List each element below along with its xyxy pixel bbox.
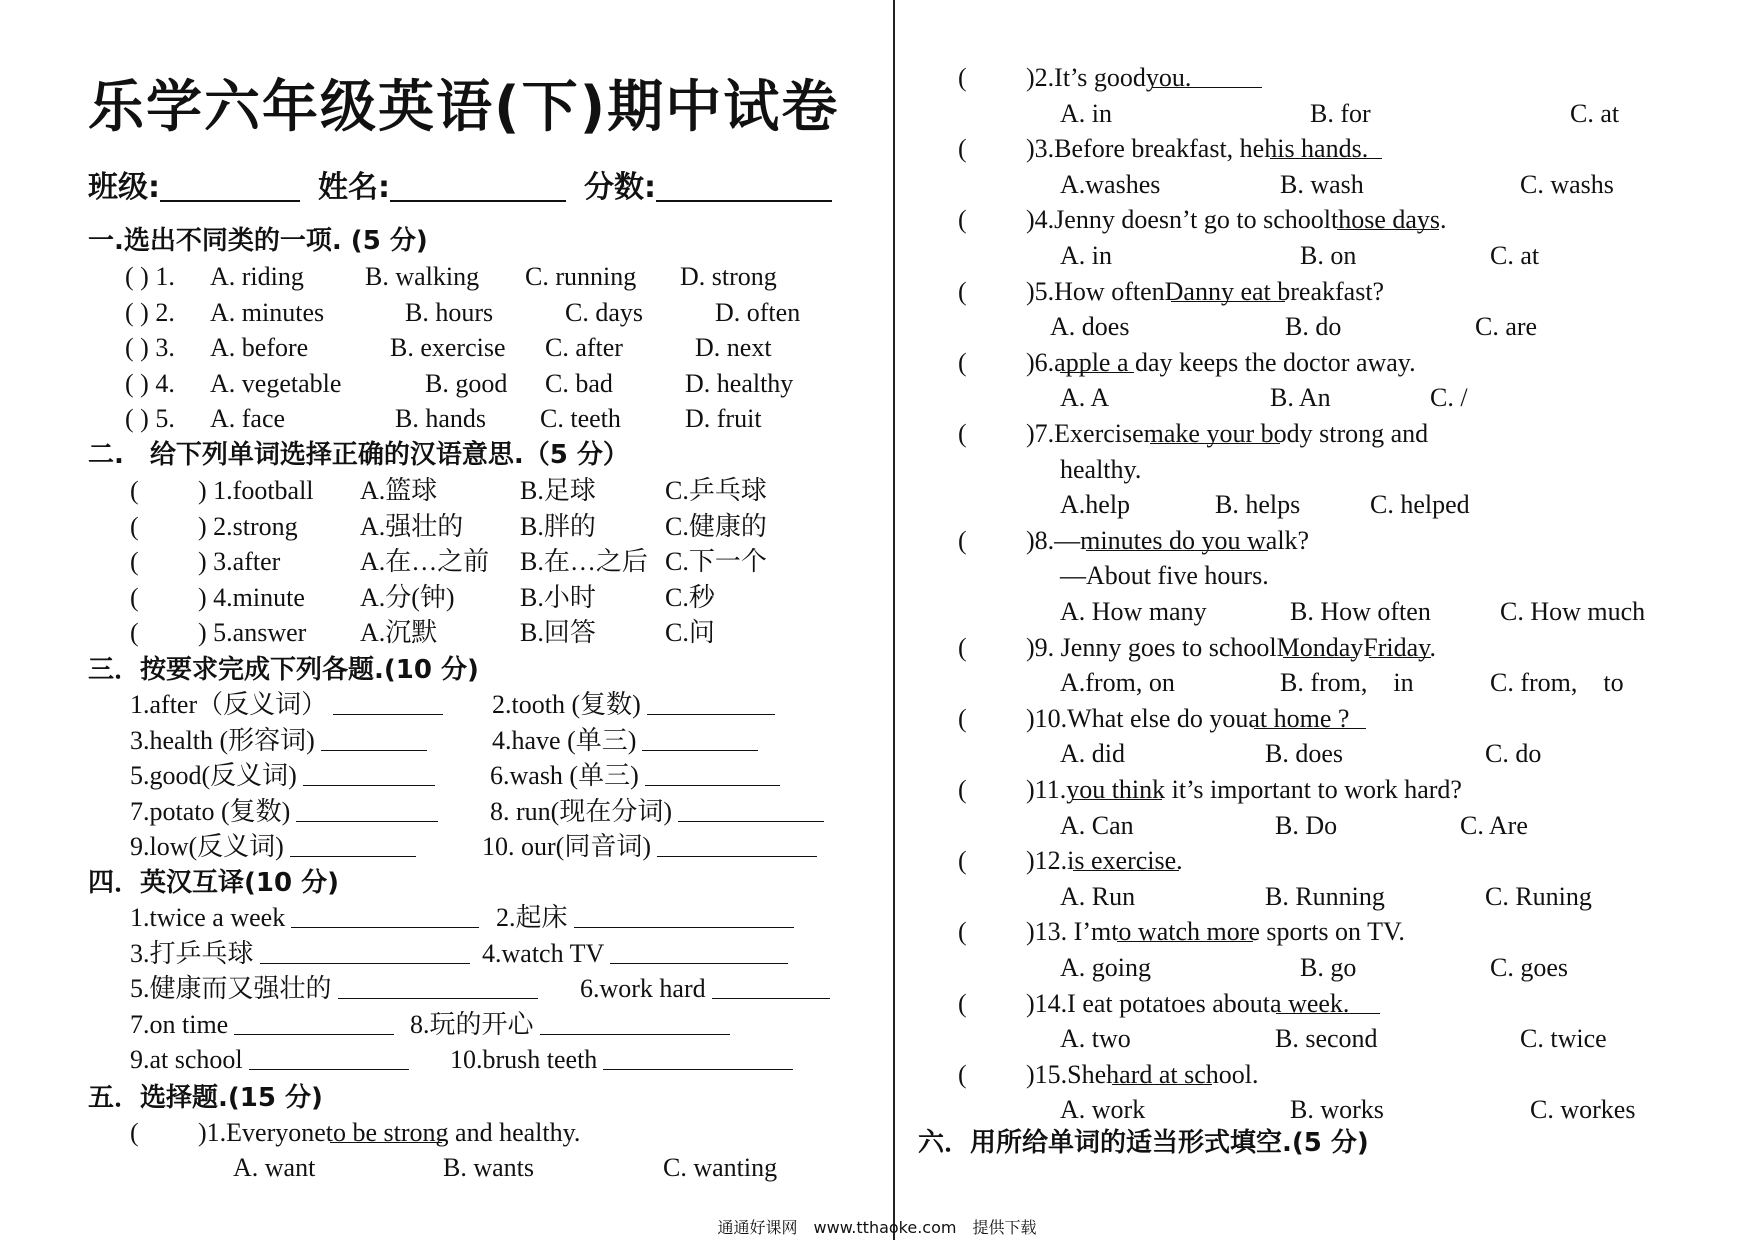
question-5-options bbox=[0, 312, 1740, 342]
question-stem bbox=[1026, 917, 1405, 947]
question-4 bbox=[958, 205, 1738, 235]
question-stem bbox=[1026, 1060, 1259, 1090]
answer-paren: ( bbox=[958, 205, 967, 235]
question-word: ) 2.strong bbox=[198, 511, 298, 541]
option-d: D. next bbox=[695, 333, 772, 362]
item-right-text: 6.wash (单三) bbox=[490, 761, 639, 790]
option-a: A. Can bbox=[1060, 810, 1134, 840]
option-a: A.沉默 bbox=[360, 618, 438, 647]
option-b: B. hands bbox=[395, 404, 486, 433]
section-3-heading: 三．按要求完成下列各题.(10 分) bbox=[88, 655, 479, 685]
question-stem bbox=[1026, 134, 1368, 164]
translation-choice-row bbox=[130, 547, 830, 577]
question-stem bbox=[1026, 989, 1349, 1019]
question-8-options bbox=[0, 597, 1740, 627]
answer-paren: ( bbox=[958, 775, 967, 804]
answer-paren: ( bbox=[130, 1118, 139, 1147]
option-a: A. going bbox=[1060, 953, 1151, 982]
option-c: C. at bbox=[1490, 241, 1540, 270]
item-right-text: 6.work hard bbox=[580, 974, 706, 1003]
item-left-text: 9.low(反义词) bbox=[130, 832, 284, 861]
option-d: D. healthy bbox=[685, 368, 794, 398]
question-number: ( ) 4. bbox=[125, 368, 175, 398]
option-b: B. do bbox=[1285, 312, 1342, 342]
option-b: B. How often bbox=[1290, 597, 1431, 626]
question-stem bbox=[1026, 775, 1462, 805]
answer-paren: ( bbox=[958, 846, 967, 876]
answer-blank[interactable] bbox=[1117, 917, 1253, 942]
question-text: )4.Jenny doesn’t go to school bbox=[1026, 205, 1331, 235]
question-stem bbox=[1026, 277, 1384, 307]
item-left-text: 5.good(反义词) bbox=[130, 761, 297, 790]
question-word: ) 4.minute bbox=[198, 582, 305, 612]
item-right-text: 10. our(同音词) bbox=[482, 832, 651, 861]
option-b: B. on bbox=[1300, 241, 1357, 270]
question-text: )8.— bbox=[1026, 525, 1081, 555]
question-text: )10.What else do you bbox=[1026, 703, 1249, 733]
question-text-end: to be strong and healthy. bbox=[325, 1118, 581, 1147]
option-b: B. from, in bbox=[1280, 668, 1414, 698]
question-2 bbox=[958, 63, 1738, 93]
question-stem bbox=[1026, 633, 1436, 663]
option-c: C. Are bbox=[1460, 810, 1528, 840]
option-a: A.篮球 bbox=[360, 476, 438, 505]
question-15 bbox=[958, 1060, 1738, 1090]
option-c: C. are bbox=[1475, 312, 1538, 342]
option-a: A. before bbox=[210, 333, 309, 362]
answer-paren: ( bbox=[958, 419, 967, 448]
option-a: A.强壮的 bbox=[360, 511, 464, 541]
question-text-end: at home ? bbox=[1248, 703, 1350, 733]
question-7 bbox=[958, 419, 1738, 449]
class-label: 班级: bbox=[88, 170, 160, 205]
option-d: D. often bbox=[715, 297, 801, 327]
question-text: )15.She bbox=[1026, 1059, 1107, 1089]
option-b: B.胖的 bbox=[520, 511, 596, 541]
option-b: B. helps bbox=[1215, 490, 1301, 520]
name-label: 姓名: bbox=[318, 170, 390, 205]
option-c: C. wanting bbox=[663, 1153, 778, 1182]
section-2-heading: 二. 给下列单词选择正确的汉语意思.（5 分） bbox=[88, 440, 629, 470]
question-text: )1.Everyone bbox=[198, 1118, 326, 1147]
option-b: B. good bbox=[425, 368, 508, 398]
question-text-mid: Monday bbox=[1276, 632, 1364, 662]
question-text-end: to watch more sports on TV. bbox=[1111, 917, 1405, 947]
option-a: A. in bbox=[1060, 241, 1112, 270]
question-text: )7.Exercise bbox=[1026, 419, 1144, 448]
answer-blank[interactable] bbox=[1086, 526, 1268, 551]
item-right-text: 8. run(现在分词) bbox=[490, 796, 672, 826]
option-b: B.小时 bbox=[520, 582, 596, 612]
question-stem bbox=[1026, 704, 1349, 734]
option-c: C.下一个 bbox=[665, 547, 767, 576]
item-right-text: 10.brush teeth bbox=[450, 1045, 598, 1074]
answer-blank[interactable] bbox=[1270, 134, 1382, 159]
question-13 bbox=[958, 917, 1738, 947]
option-a: A. riding bbox=[210, 262, 304, 291]
question-1-options bbox=[233, 1153, 833, 1183]
option-b: B. walking bbox=[365, 262, 480, 291]
answer-paren: ( bbox=[130, 582, 139, 612]
option-a: A. Run bbox=[1060, 881, 1136, 911]
answer-blank[interactable] bbox=[1283, 633, 1355, 658]
option-b: B. hours bbox=[405, 297, 494, 327]
item-left-text: 9.at school bbox=[130, 1045, 243, 1074]
answer-paren: ( bbox=[958, 134, 967, 164]
question-text: )14.I eat potatoes about bbox=[1026, 988, 1271, 1018]
question-9-options bbox=[0, 668, 1740, 698]
question-14 bbox=[958, 989, 1738, 1019]
question-3 bbox=[958, 134, 1738, 164]
answer-blank[interactable] bbox=[1152, 63, 1262, 88]
option-a: A. does bbox=[1050, 312, 1130, 342]
option-b: B. An bbox=[1270, 383, 1331, 413]
option-d: D. strong bbox=[680, 262, 777, 291]
question-text-end: you think it’s important to work hard? bbox=[1066, 775, 1462, 804]
answer-blank[interactable] bbox=[1337, 205, 1439, 230]
answer-paren: ( bbox=[958, 632, 967, 662]
option-a: A. How many bbox=[1060, 597, 1207, 626]
question-text-end: his hands. bbox=[1264, 134, 1369, 164]
question-text-end: minutes do you walk? bbox=[1080, 525, 1310, 555]
answer-paren: ( bbox=[130, 511, 139, 541]
question-text: )3.Before breakfast, he bbox=[1026, 134, 1265, 164]
item-right-text: 2.tooth (复数) bbox=[492, 690, 641, 719]
option-c: C. from, to bbox=[1490, 668, 1624, 698]
answer-blank[interactable] bbox=[1150, 419, 1280, 444]
option-c: C. / bbox=[1430, 383, 1468, 413]
item-right-text: 4.watch TV bbox=[482, 938, 605, 968]
question-text-end: hard at school. bbox=[1106, 1059, 1259, 1089]
option-c: C.问 bbox=[665, 618, 715, 647]
continuation-text: healthy. bbox=[1060, 454, 1142, 484]
question-4-options bbox=[0, 241, 1740, 271]
page-title: 乐学六年级英语(下)期中试卷 bbox=[88, 75, 840, 140]
option-c: C. workes bbox=[1530, 1095, 1636, 1125]
answer-paren: ( bbox=[958, 988, 967, 1018]
option-b: B.在…之后 bbox=[520, 547, 648, 576]
answer-blank[interactable] bbox=[1060, 348, 1134, 373]
answer-paren: ( bbox=[958, 347, 967, 377]
question-3-options bbox=[0, 170, 1740, 200]
option-c: C. after bbox=[545, 333, 623, 362]
item-left-text: 3.health (形容词) bbox=[130, 725, 315, 755]
option-b: B. exercise bbox=[390, 333, 506, 362]
question-15-options bbox=[0, 1095, 1740, 1125]
option-b: B. does bbox=[1265, 739, 1343, 769]
option-a: A. want bbox=[233, 1153, 316, 1182]
question-text-end: a week. bbox=[1270, 988, 1350, 1018]
answer-blank-2[interactable] bbox=[1369, 633, 1431, 658]
question-11-options bbox=[0, 811, 1740, 841]
option-a: A. two bbox=[1060, 1024, 1131, 1054]
question-text: )9. Jenny goes to school bbox=[1026, 632, 1277, 662]
answer-blank[interactable] bbox=[1112, 1060, 1212, 1085]
question-stem bbox=[1026, 846, 1183, 876]
option-c: C. do bbox=[1485, 739, 1542, 769]
question-stem bbox=[1026, 348, 1416, 378]
item-right-text: 2.起床 bbox=[496, 903, 568, 932]
section-5-heading: 五．选择题.(15 分) bbox=[88, 1083, 323, 1113]
question-10-options bbox=[0, 739, 1740, 769]
option-a: A.分(钟) bbox=[360, 582, 455, 612]
question-11 bbox=[958, 775, 1738, 805]
question-number: ( ) 1. bbox=[125, 262, 175, 291]
answer-blank[interactable] bbox=[1254, 704, 1366, 729]
option-c: C. helped bbox=[1370, 490, 1470, 520]
answer-paren: ( bbox=[958, 63, 967, 92]
question-text: )5.How often bbox=[1026, 276, 1165, 306]
option-a: A. A bbox=[1060, 383, 1110, 413]
answer-blank[interactable] bbox=[1276, 989, 1380, 1014]
question-text: )11. bbox=[1026, 775, 1067, 804]
option-c: C.健康的 bbox=[665, 511, 767, 541]
option-b: B. wants bbox=[443, 1153, 534, 1182]
option-b: B. wash bbox=[1280, 169, 1364, 199]
option-c: C. days bbox=[565, 297, 643, 327]
option-b: B. for bbox=[1310, 98, 1371, 128]
question-text-end: those days. bbox=[1331, 205, 1447, 235]
question-14-options bbox=[0, 1024, 1740, 1054]
option-c: C. Runing bbox=[1485, 881, 1592, 911]
question-7-options bbox=[0, 490, 1740, 520]
question-2-options bbox=[0, 99, 1740, 129]
question-word: ) 5.answer bbox=[198, 618, 307, 647]
option-a: A. minutes bbox=[210, 297, 325, 327]
option-c: C. goes bbox=[1490, 953, 1568, 982]
question-text-end: Friday. bbox=[1363, 632, 1436, 662]
question-10 bbox=[958, 704, 1738, 734]
option-c: C.秒 bbox=[665, 582, 715, 612]
question-text: )12. bbox=[1026, 846, 1068, 876]
item-left-text: 1.after（反义词） bbox=[130, 690, 328, 719]
answer-paren: ( bbox=[958, 1059, 967, 1089]
question-9 bbox=[958, 633, 1738, 663]
section-4-heading: 四．英汉互译(10 分) bbox=[88, 868, 339, 898]
item-left-text: 7.potato (复数) bbox=[130, 796, 291, 826]
question-text: )13. I’m bbox=[1026, 917, 1112, 947]
question-text-end: is exercise. bbox=[1067, 846, 1183, 876]
item-left-text: 3.打乒乓球 bbox=[130, 938, 254, 968]
option-c: C. How much bbox=[1500, 597, 1646, 626]
option-b: B. second bbox=[1275, 1024, 1378, 1054]
answer-blank[interactable] bbox=[1171, 277, 1285, 302]
option-a: A. face bbox=[210, 404, 286, 433]
option-d: D. fruit bbox=[685, 404, 762, 433]
footer-credit: 通通好课网 www.tthaoke.com 提供下载 bbox=[717, 1218, 1037, 1237]
option-a: A.from, on bbox=[1060, 668, 1175, 698]
item-right-text: 8.玩的开心 bbox=[410, 1009, 534, 1039]
option-a: A. work bbox=[1060, 1095, 1146, 1125]
option-b: B. Running bbox=[1265, 881, 1385, 911]
answer-paren: ( bbox=[130, 476, 139, 505]
option-c: C. twice bbox=[1520, 1024, 1607, 1054]
answer-paren: ( bbox=[958, 917, 967, 947]
answer-paren: ( bbox=[958, 525, 967, 555]
question-number: ( ) 2. bbox=[125, 297, 175, 327]
question-8 bbox=[958, 526, 1738, 556]
option-a: A. vegetable bbox=[210, 368, 342, 398]
continuation-text: —About five hours. bbox=[1060, 561, 1269, 591]
option-c: C. teeth bbox=[540, 404, 621, 433]
option-a: A.在…之前 bbox=[360, 547, 490, 576]
section-6-heading: 六．用所给单词的适当形式填空.(5 分) bbox=[918, 1128, 1369, 1158]
option-b: B. works bbox=[1290, 1095, 1384, 1125]
answer-paren: ( bbox=[958, 276, 967, 306]
option-a: A. did bbox=[1060, 739, 1125, 769]
item-left-text: 5.健康而又强壮的 bbox=[130, 974, 332, 1003]
question-word: ) 1.football bbox=[198, 476, 314, 505]
option-a: A.washes bbox=[1060, 169, 1161, 199]
question-stem bbox=[1026, 526, 1309, 556]
question-stem bbox=[1026, 419, 1428, 449]
question-13-options bbox=[0, 953, 1740, 983]
option-a: A.help bbox=[1060, 490, 1131, 520]
option-c: C. bad bbox=[545, 368, 613, 398]
question-text: )2.It’s good bbox=[1026, 63, 1146, 92]
answer-blank[interactable] bbox=[1073, 846, 1179, 871]
item-left-text: 7.on time bbox=[130, 1009, 229, 1039]
answer-paren: ( bbox=[958, 703, 967, 733]
question-stem bbox=[1026, 205, 1447, 235]
question-text: )6. bbox=[1026, 347, 1055, 377]
question-text-end: you. bbox=[1145, 63, 1192, 92]
question-6 bbox=[958, 348, 1738, 378]
option-c: C. at bbox=[1570, 98, 1620, 128]
question-number: ( ) 5. bbox=[125, 404, 175, 433]
question-6-options bbox=[0, 383, 1740, 413]
question-text-end: apple a day keeps the doctor away. bbox=[1054, 347, 1416, 377]
option-a: A. in bbox=[1060, 98, 1112, 128]
answer-paren: ( bbox=[130, 618, 139, 647]
option-c: C. washs bbox=[1520, 169, 1614, 199]
section-1-heading: 一.选出不同类的一项. (5 分) bbox=[88, 226, 428, 256]
option-b: B. Do bbox=[1275, 810, 1338, 840]
option-c: C. running bbox=[525, 262, 637, 291]
option-b: B. go bbox=[1300, 953, 1357, 982]
answer-paren: ( bbox=[130, 547, 139, 576]
question-5 bbox=[958, 277, 1738, 307]
question-12 bbox=[958, 846, 1738, 876]
question-12-options bbox=[0, 882, 1740, 912]
option-b: B.足球 bbox=[520, 476, 596, 505]
option-c: C.乒乓球 bbox=[665, 476, 767, 505]
score-label: 分数: bbox=[584, 170, 656, 205]
item-right-text: 4.have (单三) bbox=[492, 725, 637, 755]
question-stem bbox=[1026, 63, 1191, 93]
item-left-text: 1.twice a week bbox=[130, 903, 286, 932]
question-text-end: Danny eat breakfast? bbox=[1164, 276, 1385, 306]
question-word: ) 3.after bbox=[198, 547, 281, 576]
answer-blank[interactable] bbox=[1072, 775, 1162, 800]
question-text-end: make your body strong and bbox=[1143, 419, 1429, 448]
question-number: ( ) 3. bbox=[125, 333, 175, 362]
option-b: B.回答 bbox=[520, 618, 596, 647]
